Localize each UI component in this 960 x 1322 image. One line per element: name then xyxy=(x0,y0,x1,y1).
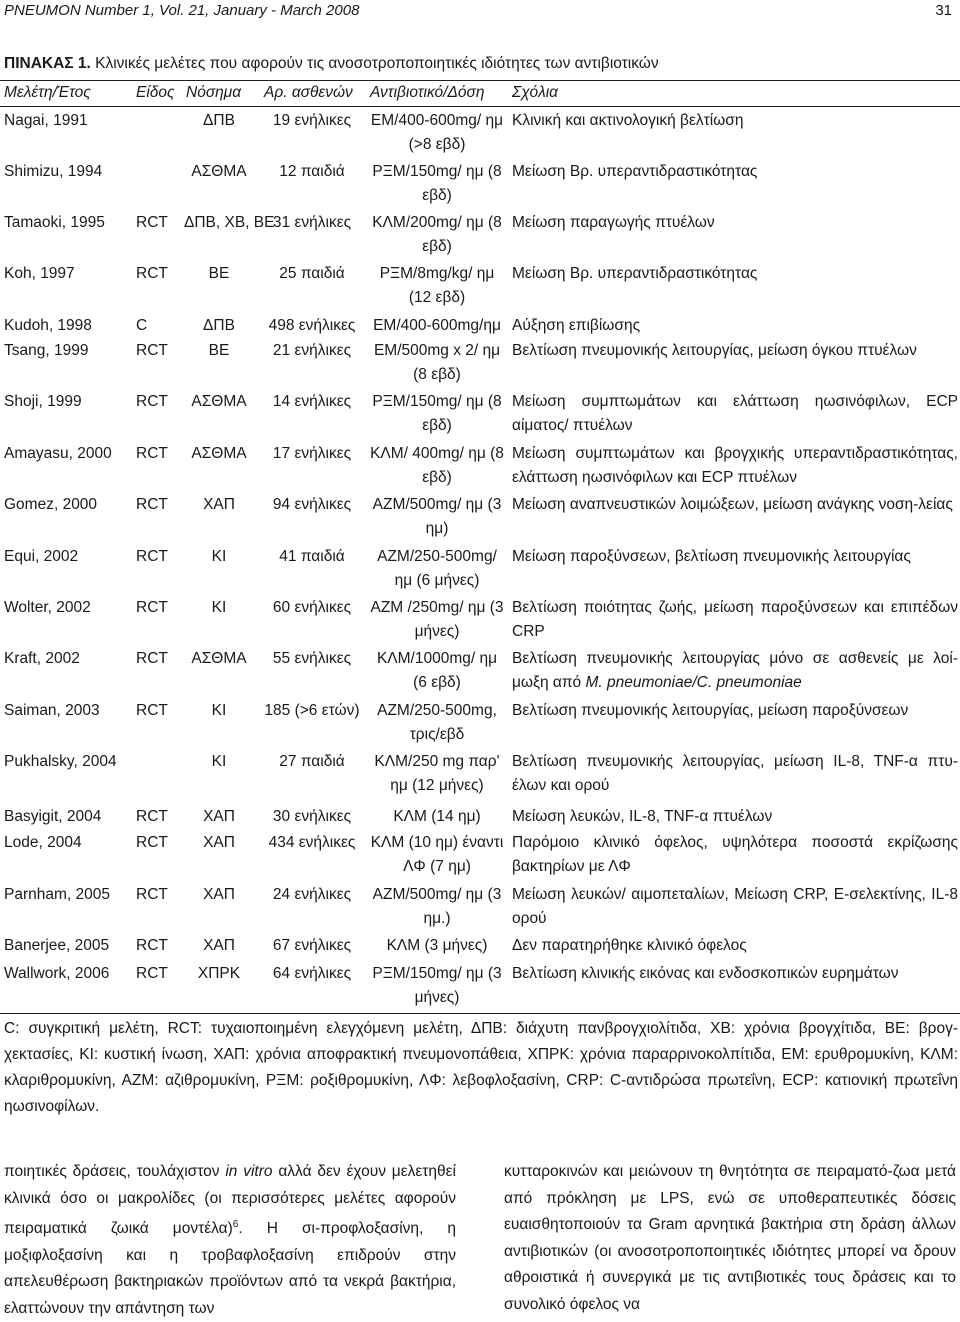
cell-comments: Μείωση παροξύνσεων, βελτίωση πνευμονικής λειτουργίας xyxy=(512,548,911,565)
cell-comments: Βελτίωση πνευμονικής λειτουργίας, μείωση IL-8, TNF-α πτυ-έλων και ορού xyxy=(512,753,958,794)
cell-patients: 94 ενήλικες xyxy=(272,496,352,513)
cell-comments xyxy=(512,647,958,695)
cell-patients: 14 ενήλικες xyxy=(272,393,352,410)
cell-comments-italic: M. pneumoniae/C. pneumoniae xyxy=(585,674,802,691)
cell-disease: ΑΣΘΜΑ xyxy=(191,163,247,180)
body-left-italic: in vitro xyxy=(225,1163,273,1180)
cell-type: RCT xyxy=(136,265,168,282)
cell-study: Kraft, 2002 xyxy=(4,650,80,667)
cell-disease: ΚΙ xyxy=(211,702,227,719)
cell-patients: 12 παιδιά xyxy=(279,163,345,180)
cell-type: RCT xyxy=(136,702,168,719)
cell-antibiotic: ΚΛΜ (3 μήνες) xyxy=(386,937,488,954)
cell-disease: ΒΕ xyxy=(208,342,230,359)
cell-antibiotic: ΕΜ/400-600mg/ημ xyxy=(373,317,501,334)
header-disease: Νόσημα xyxy=(186,84,242,101)
cell-study: Tsang, 1999 xyxy=(4,342,89,359)
cell-patients: 27 παιδιά xyxy=(279,753,345,770)
cell-comments-text: Βελτίωση πνευμονικής λειτουργίας μόνο σε ασθενείς με λοί-μωξη από xyxy=(512,650,958,691)
table-title: Κλινικές μελέτες που αφορούν τις ανοσοτροποποιητικές ιδιότητες των αντιβιοτικών xyxy=(90,55,659,72)
cell-disease: ΔΠΒ xyxy=(203,112,235,129)
body-column-left xyxy=(4,1159,456,1322)
cell-comments: Μείωση Βρ. υπεραντιδραστικότητας xyxy=(512,163,758,180)
cell-comments: Βελτίωση πνευμονικής λειτουργίας, μείωση παροξύνσεων xyxy=(512,702,909,719)
cell-study: Wolter, 2002 xyxy=(4,599,91,616)
cell-patients: 185 (>6 ετών) xyxy=(264,702,360,719)
header-antibiotic: Αντιβιοτικό/Δόση xyxy=(370,84,485,101)
cell-antibiotic: ΑΖΜ /250mg/ ημ (3 μήνες) xyxy=(370,599,504,640)
body-left-reference: 6 xyxy=(232,1219,239,1230)
header-comments: Σχόλια xyxy=(512,84,559,101)
cell-antibiotic: ΕΜ/500mg x 2/ ημ (8 εβδ) xyxy=(373,342,501,383)
cell-patients: 24 ενήλικες xyxy=(272,886,352,903)
cell-study: Wallwork, 2006 xyxy=(4,965,110,982)
body-left-text-2: αλλά δεν έχουν μελετηθεί κλινικά όσο οι μακρολίδες (οι περισσότερες μελέτες αφορούν πειραματικά ζωικά μοντέλα) xyxy=(4,1163,456,1238)
cell-antibiotic: ΚΛΜ/200mg/ ημ (8 εβδ) xyxy=(372,214,502,255)
cell-antibiotic: ΑΖΜ/500mg/ ημ (3 ημ.) xyxy=(372,886,502,927)
cell-antibiotic: ΡΞΜ/150mg/ ημ (8 εβδ) xyxy=(372,393,502,434)
cell-study: Saiman, 2003 xyxy=(4,702,100,719)
cell-disease: ΧΑΠ xyxy=(203,937,235,954)
cell-patients: 60 ενήλικες xyxy=(272,599,352,616)
cell-comments: Βελτίωση ποιότητας ζωής, μείωση παροξύνσεων και επιπέδων CRP xyxy=(512,599,958,640)
cell-patients: 67 ενήλικες xyxy=(272,937,352,954)
cell-patients: 498 ενήλικες xyxy=(268,317,356,334)
cell-antibiotic: ΡΞΜ/8mg/kg/ ημ (12 εβδ) xyxy=(379,265,495,306)
cell-antibiotic: ΑΖΜ/250-500mg, τρις/εβδ xyxy=(377,702,497,743)
table-footnote: C: συγκριτική μελέτη, RCT: τυχαιοποιημένη ελεγχόμενη μελέτη, ΔΠΒ: διάχυτη πανβρογχιολίτιδα, ΧΒ: χρόνια βρογχίτιδα, ΒΕ: βρογ-χεκτασίες, ΚΙ: κυστική ίνωση, ΧΑΠ: χρόνια αποφρακτική πνευμονοπάθεια, ΧΠΡΚ: χρόνια παραρρινοκολπίτιδα, ΕΜ: ερυθρομυκίνη, ΚΛΜ: κλαριθρομυκίνη, ΑΖΜ: αζιθρομυκίνη, ΡΞΜ: ροξιθρομυκίνη, ΛΦ: λεβοφλοξασίνη, CRP: C-αντιδρώσα πρωτεΐνη, ECP: κατιονική πρωτεΐνη ηωσινοφίλων. xyxy=(4,1020,958,1115)
cell-disease: ΔΠΒ xyxy=(203,317,235,334)
cell-study: Shimizu, 1994 xyxy=(4,163,103,180)
table-label: ΠΙΝΑΚΑΣ 1. xyxy=(4,55,91,72)
journal-title: PNEUMON Number 1, Vol. 21, January - March 2008 xyxy=(4,2,360,19)
cell-disease: ΧΑΠ xyxy=(203,834,235,851)
cell-study: Koh, 1997 xyxy=(4,265,75,282)
cell-patients: 17 ενήλικες xyxy=(272,445,352,462)
cell-study: Gomez, 2000 xyxy=(4,496,98,513)
cell-antibiotic: ΚΛΜ (14 ημ) xyxy=(393,808,481,825)
cell-study: Lode, 2004 xyxy=(4,834,82,851)
cell-comments: Βελτίωση πνευμονικής λειτουργίας, μείωση όγκου πτυέλων xyxy=(512,342,917,359)
header-study: Μελέτη/Έτος xyxy=(4,84,91,101)
cell-type: RCT xyxy=(136,965,168,982)
page-number: 31 xyxy=(935,2,952,19)
cell-disease: ΚΙ xyxy=(211,753,227,770)
body-column-right: κυτταροκινών και μειώνουν τη θνητότητα σε πειραματό-ζωα μετά από πρόκληση με LPS, ενώ σε υποθεραπευτικές δόσεις ευαισθητοποιούν τα Gram αρνητικά βακτήρια στη δράση άλλων αντιβιοτικών (οι ανοσοτροποποιητικές ιδιότητες μπορεί να δρουν αθροιστικά ή συνεργικά με τις αντιβιοτικές τους δράσεις και το συνολικό όφελος να xyxy=(504,1163,956,1313)
table-header-rule xyxy=(0,106,960,107)
cell-antibiotic: ΑΖΜ/250-500mg/ ημ (6 μήνες) xyxy=(377,548,497,589)
cell-comments: Μείωση συμπτωμάτων και βρογχικής υπεραντιδραστικότητας, ελάττωση ηωσινόφιλων και ECP πτυέλων xyxy=(512,445,958,486)
cell-disease: ΚΙ xyxy=(211,548,227,565)
cell-patients: 64 ενήλικες xyxy=(272,965,352,982)
cell-type: RCT xyxy=(136,599,168,616)
cell-study: Parnham, 2005 xyxy=(4,886,110,903)
cell-disease: ΑΣΘΜΑ xyxy=(191,445,247,462)
cell-antibiotic: ΚΛΜ/250 mg παρ' ημ (12 μήνες) xyxy=(374,753,500,794)
cell-study: Pukhalsky, 2004 xyxy=(4,753,117,770)
cell-comments: Μείωση παραγωγής πτυέλων xyxy=(512,214,715,231)
cell-patients: 434 ενήλικες xyxy=(268,834,356,851)
cell-study: Banerjee, 2005 xyxy=(4,937,110,954)
cell-patients: 19 ενήλικες xyxy=(272,112,352,129)
cell-study: Shoji, 1999 xyxy=(4,393,82,410)
cell-disease: ΔΠΒ, ΧΒ, ΒΕ xyxy=(184,214,275,231)
cell-disease: ΧΑΠ xyxy=(203,886,235,903)
cell-comments: Κλινική και ακτινολογική βελτίωση xyxy=(512,112,744,129)
cell-type: RCT xyxy=(136,937,168,954)
cell-comments: Αύξηση επιβίωσης xyxy=(512,317,641,334)
table-caption xyxy=(4,55,659,73)
cell-antibiotic: ΚΛΜ/1000mg/ ημ (6 εβδ) xyxy=(376,650,498,691)
running-head xyxy=(4,2,956,24)
cell-type: RCT xyxy=(136,808,168,825)
cell-antibiotic: ΡΞΜ/150mg/ ημ (3 μήνες) xyxy=(372,965,502,1006)
cell-study: Tamaoki, 1995 xyxy=(4,214,105,231)
cell-type: C xyxy=(136,317,148,334)
table-bottom-rule xyxy=(0,1013,960,1014)
body-left-text-3: . Η σι-προφλοξασίνη, η μοξιφλοξασίνη και η τροβαφλοξασίνη επιδρούν στην απελευθέρωση βακτηριακών προϊόντων από τα νεκρά βακτήρια, ελαττώνουν την απάντηση των xyxy=(4,1220,456,1317)
cell-type: RCT xyxy=(136,496,168,513)
cell-patients: 30 ενήλικες xyxy=(272,808,352,825)
header-patients: Αρ. ασθενών xyxy=(264,84,353,101)
cell-patients: 25 παιδιά xyxy=(279,265,345,282)
cell-antibiotic: ΑΖΜ/500mg/ ημ (3 ημ) xyxy=(372,496,502,537)
cell-type: RCT xyxy=(136,214,168,231)
table-top-rule xyxy=(0,80,960,81)
cell-type: RCT xyxy=(136,342,168,359)
body-left-text-1: ποιητικές δράσεις, τουλάχιστον xyxy=(4,1163,226,1180)
header-type: Είδος xyxy=(136,84,175,101)
cell-comments: Μείωση συμπτωμάτων και ελάττωση ηωσινόφιλων, ECP αίματος/ πτυέλων xyxy=(512,393,958,434)
cell-disease: ΚΙ xyxy=(211,599,227,616)
cell-patients: 55 ενήλικες xyxy=(272,650,352,667)
cell-study: Nagai, 1991 xyxy=(4,112,88,129)
cell-type: RCT xyxy=(136,445,168,462)
cell-comments: Μείωση λευκών, IL-8, TNF-α πτυέλων xyxy=(512,808,773,825)
cell-patients: 21 ενήλικες xyxy=(272,342,352,359)
cell-comments: Μείωση Βρ. υπεραντιδραστικότητας xyxy=(512,265,758,282)
cell-disease: ΒΕ xyxy=(208,265,230,282)
cell-comments: Δεν παρατηρήθηκε κλινικό όφελος xyxy=(512,937,747,954)
cell-antibiotic: ΚΛΜ (10 ημ) έναντι ΛΦ (7 ημ) xyxy=(370,834,504,875)
cell-antibiotic: ΡΞΜ/150mg/ ημ (8 εβδ) xyxy=(372,163,502,204)
cell-antibiotic: ΕΜ/400-600mg/ ημ (>8 εβδ) xyxy=(370,112,504,153)
cell-disease: ΧΑΠ xyxy=(203,808,235,825)
cell-disease: ΑΣΘΜΑ xyxy=(191,393,247,410)
cell-type: RCT xyxy=(136,548,168,565)
cell-type: RCT xyxy=(136,834,168,851)
cell-comments: Βελτίωση κλινικής εικόνας και ενδοσκοπικών ευρημάτων xyxy=(512,965,899,982)
cell-antibiotic: ΚΛΜ/ 400mg/ ημ (8 εβδ) xyxy=(370,445,504,486)
cell-patients: 41 παιδιά xyxy=(279,548,345,565)
cell-disease: ΧΠΡΚ xyxy=(197,965,241,982)
cell-patients: 31 ενήλικες xyxy=(272,214,352,231)
cell-comments: Μείωση αναπνευστικών λοιμώξεων, μείωση ανάγκης νοση-λείας xyxy=(512,496,953,513)
cell-study: Kudoh, 1998 xyxy=(4,317,92,334)
table-header xyxy=(0,84,960,106)
cell-comments: Παρόμοιο κλινικό όφελος, υψηλότερα ποσοστά εκρίζωσης βακτηρίων με ΛΦ xyxy=(512,834,958,875)
cell-comments: Μείωση λευκών/ αιμοπεταλίων, Μείωση CRP, Ε-σελεκτίνης, IL-8 ορού xyxy=(512,886,958,927)
cell-type: RCT xyxy=(136,393,168,410)
cell-disease: ΧΑΠ xyxy=(203,496,235,513)
cell-type: RCT xyxy=(136,650,168,667)
cell-study: Equi, 2002 xyxy=(4,548,79,565)
cell-study: Amayasu, 2000 xyxy=(4,445,112,462)
cell-study: Basyigit, 2004 xyxy=(4,808,102,825)
cell-disease: ΑΣΘΜΑ xyxy=(191,650,247,667)
cell-type: RCT xyxy=(136,886,168,903)
